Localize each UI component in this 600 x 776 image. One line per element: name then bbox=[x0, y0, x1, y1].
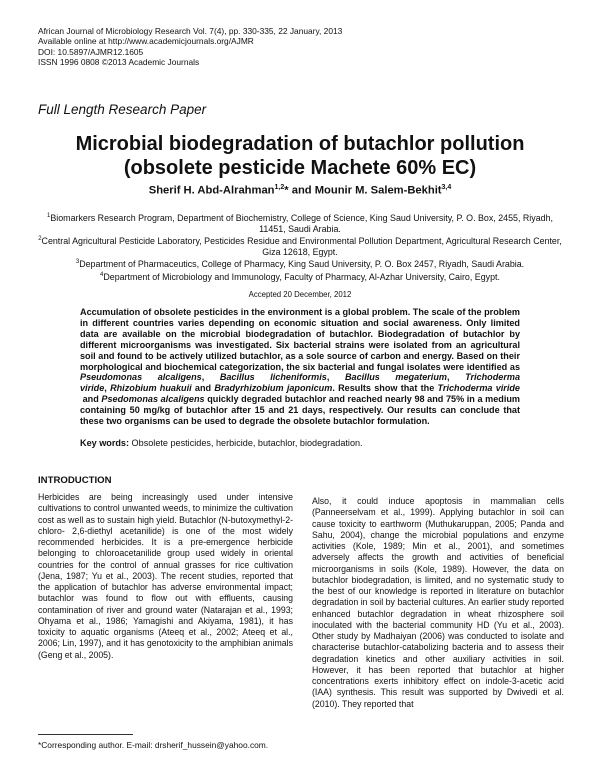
affiliation-text: Department of Microbiology and Immunology, Faculty of Pharmacy, Al-Azhar University, Cairo, Egypt. bbox=[103, 271, 500, 282]
abstract-separator: , bbox=[201, 372, 220, 383]
affiliation-number: 4 bbox=[100, 271, 104, 278]
paper-title-line-1: Microbial biodegradation of butachlor pollution bbox=[75, 133, 525, 155]
affiliation-item bbox=[38, 257, 562, 270]
author-2-name: Mounir M. Salem-Bekhit bbox=[314, 184, 442, 197]
abstract-separator: and bbox=[191, 383, 215, 394]
abstract-text: . Results show that the bbox=[332, 383, 438, 394]
abstract-separator: , bbox=[104, 383, 111, 394]
author-list bbox=[40, 184, 560, 197]
journal-online-url[interactable]: Available online at http://www.academicjournals.org/AJMR bbox=[38, 36, 254, 47]
abstract-separator: and bbox=[80, 394, 102, 405]
affiliation-number: 1 bbox=[47, 213, 51, 219]
affiliation-number: 3 bbox=[75, 259, 80, 266]
species-name: Bacillus licheniformis bbox=[219, 372, 327, 383]
corresponding-author-footnote: *Corresponding author. E-mail: drsherif_hussein@yahoo.com. bbox=[38, 740, 269, 750]
species-name: Psedomonas alcaligens bbox=[101, 394, 205, 405]
journal-doi: DOI: 10.5897/AJMR12.1605 bbox=[38, 46, 144, 57]
affiliation-number: 2 bbox=[38, 236, 42, 243]
species-name: Trichoderma viride bbox=[437, 383, 520, 394]
affiliation-item bbox=[38, 211, 562, 234]
author-2-affiliation-marks: 3,4 bbox=[441, 184, 452, 191]
abstract-separator: , bbox=[326, 372, 345, 383]
keywords bbox=[80, 438, 520, 448]
affiliation-text: Biomarkers Research Program, Department of Biochemistry, College of Science, King Saud University, P. O. Box, 2455, Riyadh, 11451, Saudi Arabia. bbox=[50, 212, 553, 234]
paper-title-line-2: (obsolete pesticide Machete 60% EC) bbox=[123, 157, 477, 179]
species-name: Bacillus megaterium bbox=[344, 372, 447, 383]
species-name: Bradyrhizobium japonicum bbox=[214, 383, 333, 394]
affiliation-text: Department of Pharmaceutics, College of Pharmacy, King Saud University, P. O. Box 2457, Riyadh, Saudi Arabia. bbox=[79, 259, 525, 270]
abstract-text: Accumulation of obsolete pesticides in the environment is a global problem. The scale of the problem in different countries varies depending on economic situation and social awareness. Only limited data are available on the microbial biodegradation of butachlor. Biodegradation of butachlor by different microorganisms was investigated. Six bacterial strains were isolated from an agricultural soil and found to be actively utilized butachlor, as a sole source of carbon and energy. Based on their morphological and biochemical categorization, the six bacterial and fungal isolates were identified as bbox=[80, 307, 520, 372]
section-heading-introduction: INTRODUCTION bbox=[38, 475, 112, 486]
affiliation-text: Central Agricultural Pesticide Laboratory, Pesticides Residue and Environmental Pollution Department, Agricultural Research Center, Giza 12618, Egypt. bbox=[41, 236, 562, 257]
author-1-name: Sherif H. Abd-Alrahman bbox=[148, 184, 275, 197]
author-conjunction: and bbox=[288, 184, 315, 197]
species-name: Pseudomonas alcaligens bbox=[80, 372, 202, 383]
journal-citation: African Journal of Microbiology Research Vol. 7(4), pp. 330-335, 22 January, 2013 bbox=[38, 26, 343, 36]
affiliation-item bbox=[38, 234, 562, 257]
paper-type-label: Full Length Research Paper bbox=[38, 102, 207, 117]
species-name: Trichoderma viride bbox=[80, 372, 520, 394]
species-name: Rhizobium huakuii bbox=[110, 383, 192, 394]
affiliations bbox=[38, 211, 562, 282]
accepted-date: Accepted 20 December, 2012 bbox=[248, 290, 352, 299]
keywords-label: Key words: bbox=[80, 438, 130, 448]
journal-issn: ISSN 1996 0808 ©2013 Academic Journals bbox=[38, 57, 200, 68]
footnote-divider bbox=[38, 734, 133, 735]
affiliation-item bbox=[38, 270, 562, 283]
body-column-left: Herbicides are being increasingly used under intensive cultivations to control unwanted weeds, to minimize the cultivation cost as well as to sustain high yield. Butachlor (N-butoxymethyl-2-chloro- 2,6-diethyl acetanilide) is one of the most widely recommended herbicides. It is a pre-emergence herbicide belonging to chloroacetanilide group used widely in oriental countries for the control of annual grasses for rice cultivation (Jena, 1987; Yu et al., 2003). The recent studies, reported that the application of butachlor has adverse environmental impact; butachlor was found to flow out with effluents, causing contamination of river and ground water (Natarajan et al., 1993; Ohyama et al., 1986; Yamagishi and Akiyama, 1981), it has toxicity to aquatic organisms (Ateeq et al., 2002; Ateeq et al., 2006; Lin, 1997), and it has genotoxicity to the amphibian animals (Geng et al., 2005). bbox=[38, 492, 293, 660]
abstract bbox=[80, 307, 520, 427]
journal-metadata bbox=[38, 26, 342, 68]
corresponding-author-mark: * bbox=[284, 184, 289, 197]
abstract-separator: , bbox=[446, 372, 466, 383]
body-column-right: Also, it could induce apoptosis in mammalian cells (Panneerselvam et al., 1999). Applying butachlor in soil can cause toxicity to earthworm (Muthukaruppan, 2005; Panda and Sahu, 2004), change the microbial populations and enzyme activities (Kole, 1989; Min et al., 2001), and sometimes adversely affects the growth and activities of beneficial microorganisms in soils (Kole, 1989). However, the data on butachlor biodegradation, is limited, and no systematic study to the best of our knowledge is reported in literature on butachlor degradation in soil by bacterial cultures. An earlier study reported enhanced butachlor degradation in wheat rhizosphere soil inoculated with the bacterial community HD (Yu et al., 2003). Other study by Madhaiyan (2006) was conducted to isolate and characterise butachlor-catabolizing bacteria and to assess their degradation kinetics and other auxiliary activities in soil. However, it has been reported that butachlor at higher concentrations exerts inhibitory effect on indole-3-acetic acid (IAA) synthesis. This result was supported by Dwivedi et al. (2010). They reported that bbox=[312, 496, 564, 709]
paper-title bbox=[40, 132, 560, 180]
keywords-text: Obsolete pesticides, herbicide, butachlor, biodegradation. bbox=[129, 438, 363, 448]
author-1-affiliation-marks: 1,2 bbox=[274, 184, 285, 191]
abstract-text: quickly degraded butachlor and reached nearly 98 and 75% in a medium containing 50 mg/kg of butachlor after 15 and 21 days, respectively. Our results can conclude that these two organisms can be used to degrade the obsolete butachlor formulation. bbox=[80, 394, 520, 427]
